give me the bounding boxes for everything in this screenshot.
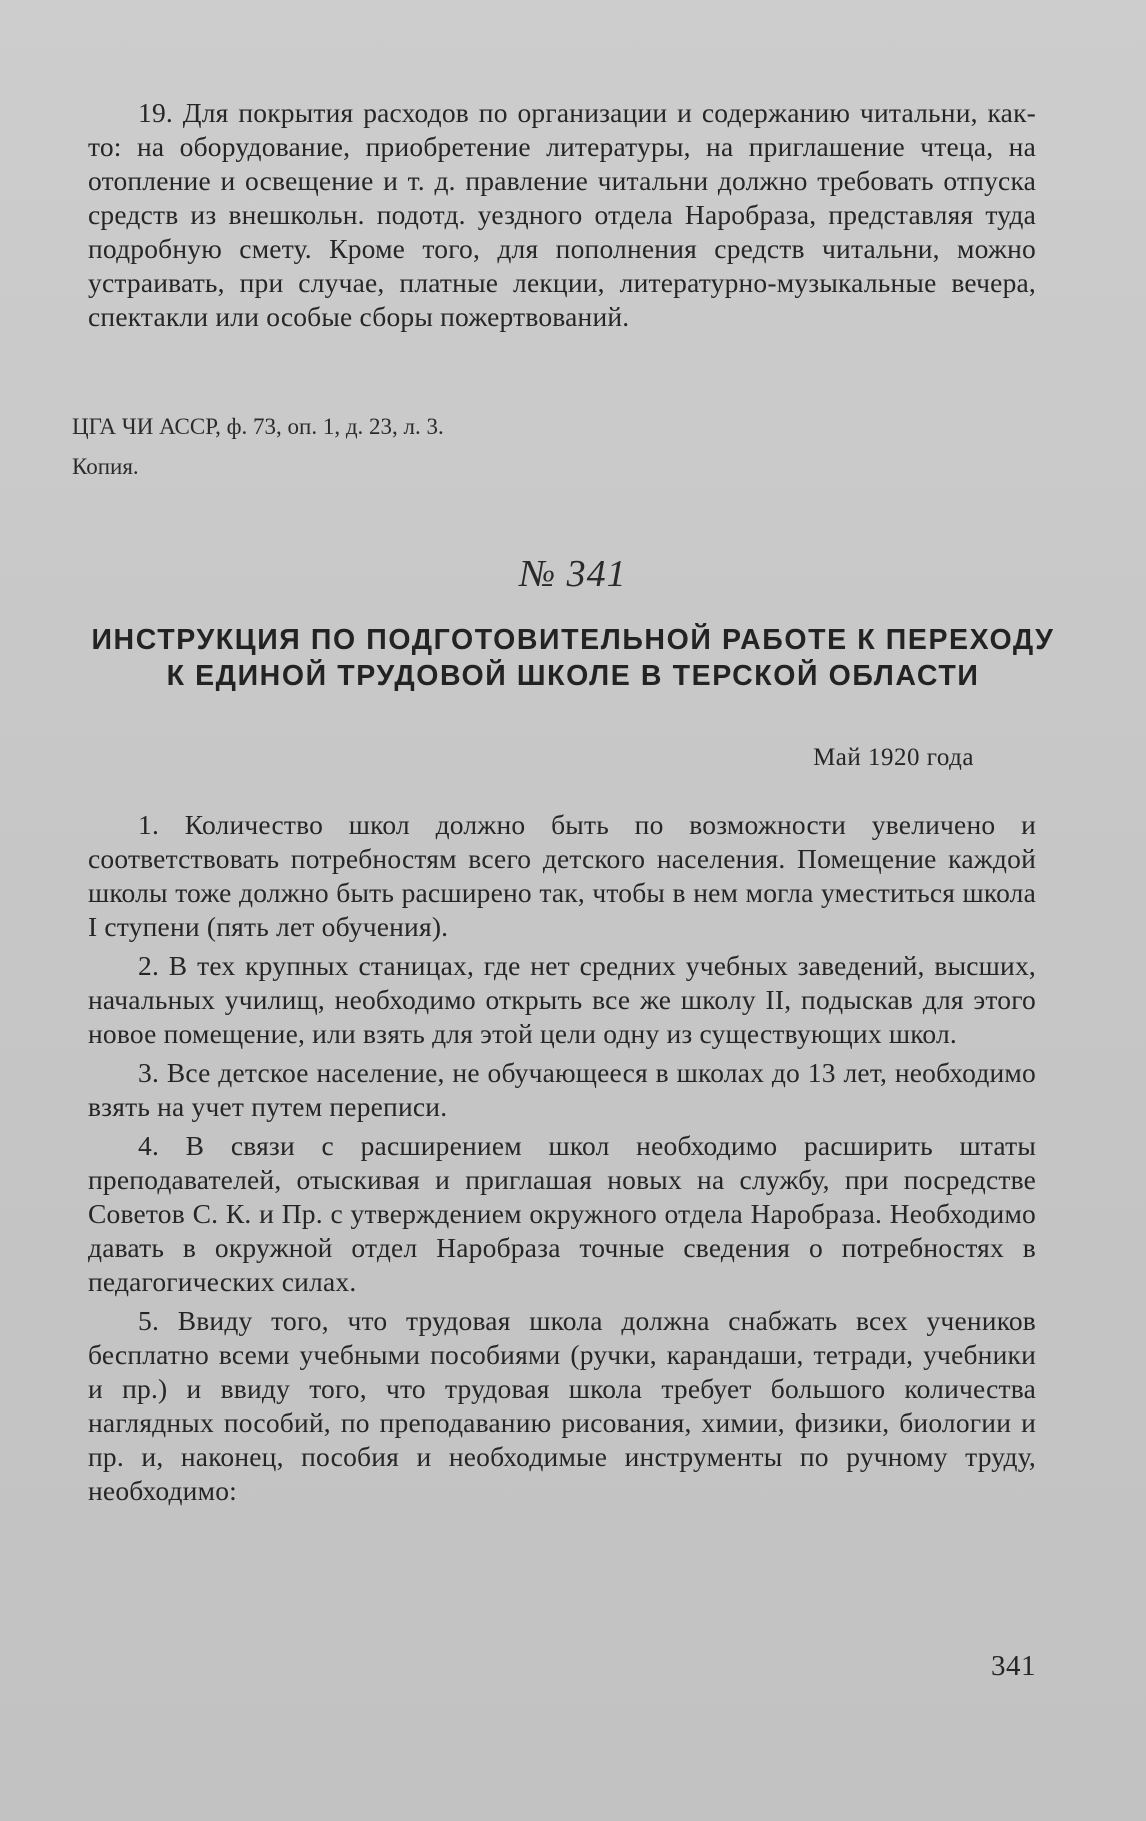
instruction-item: 2. В тех крупных станицах, где нет средних учебных заведений, высших, начальных училищ, необходимо открыть все же школу II, подыскав для этого новое помещение, или взять для этой цели одну из существующих школ.	[88, 950, 1036, 1049]
previous-document-tail	[88, 96, 1036, 334]
document-title: ИНСТРУКЦИЯ ПО ПОДГОТОВИТЕЛЬНОЙ РАБОТЕ К ПЕРЕХОДУ К ЕДИНОЙ ТРУДОВОЙ ШКОЛЕ В ТЕРСКОЙ ОБЛАСТИ	[91, 624, 1055, 692]
paragraph-19: 19. Для покрытия расходов по организации и содержанию читальни, как-то: на оборудование, приобретение литературы, на приглашение чтеца, на отопление и освещение и т. д. правление читальни должно требовать отпуска средств из внешкольн. подотд. уездного отдела Наробраза, представляя туда подробную смету. Кроме того, для пополнения средств читальни, можно устраивать, при случае, платные лекции, литературно-музыкальные вечера, спектакли или особые сборы пожертвований.	[88, 97, 1036, 332]
instruction-item: 5. Ввиду того, что трудовая школа должна снабжать всех учеников бесплатно всеми учебными пособиями (ручки, карандаши, тетради, учебники и пр.) и ввиду того, что трудовая школа требует большого количества наглядных пособий, по преподаванию рисования, химии, физики, биологии и пр. и, наконец, пособия и необходимые инструменты по ручному труду, необходимо:	[88, 1305, 1036, 1506]
instruction-item: 3. Все детское население, не обучающееся в школах до 13 лет, необходимо взять на учет путем переписи.	[88, 1057, 1036, 1122]
document-date: Май 1920 года	[813, 744, 974, 771]
instruction-body	[88, 808, 1036, 1513]
instruction-item: 1. Количество школ должно быть по возможности увеличено и соответствовать потребностям всего детского населения. Помещение каждой школы тоже должно быть расширено так, чтобы в нем могла уместиться школа I ступени (пять лет обучения).	[88, 809, 1036, 942]
copy-note: Копия.	[72, 454, 139, 479]
page-number: 341	[991, 1650, 1036, 1682]
document-number: № 341	[519, 553, 627, 595]
instruction-item: 4. В связи с расширением школ необходимо расширить штаты преподавателей, отыскивая и приглашая новых на службу, при посредстве Советов С. К. и Пр. с утверждением окружного отдела Наробраза. Необходимо давать в окружной отдел Наробраза точные сведения о потребностях в педагогических силах.	[88, 1130, 1036, 1297]
archive-reference: ЦГА ЧИ АССР, ф. 73, оп. 1, д. 23, л. 3.	[72, 414, 444, 439]
